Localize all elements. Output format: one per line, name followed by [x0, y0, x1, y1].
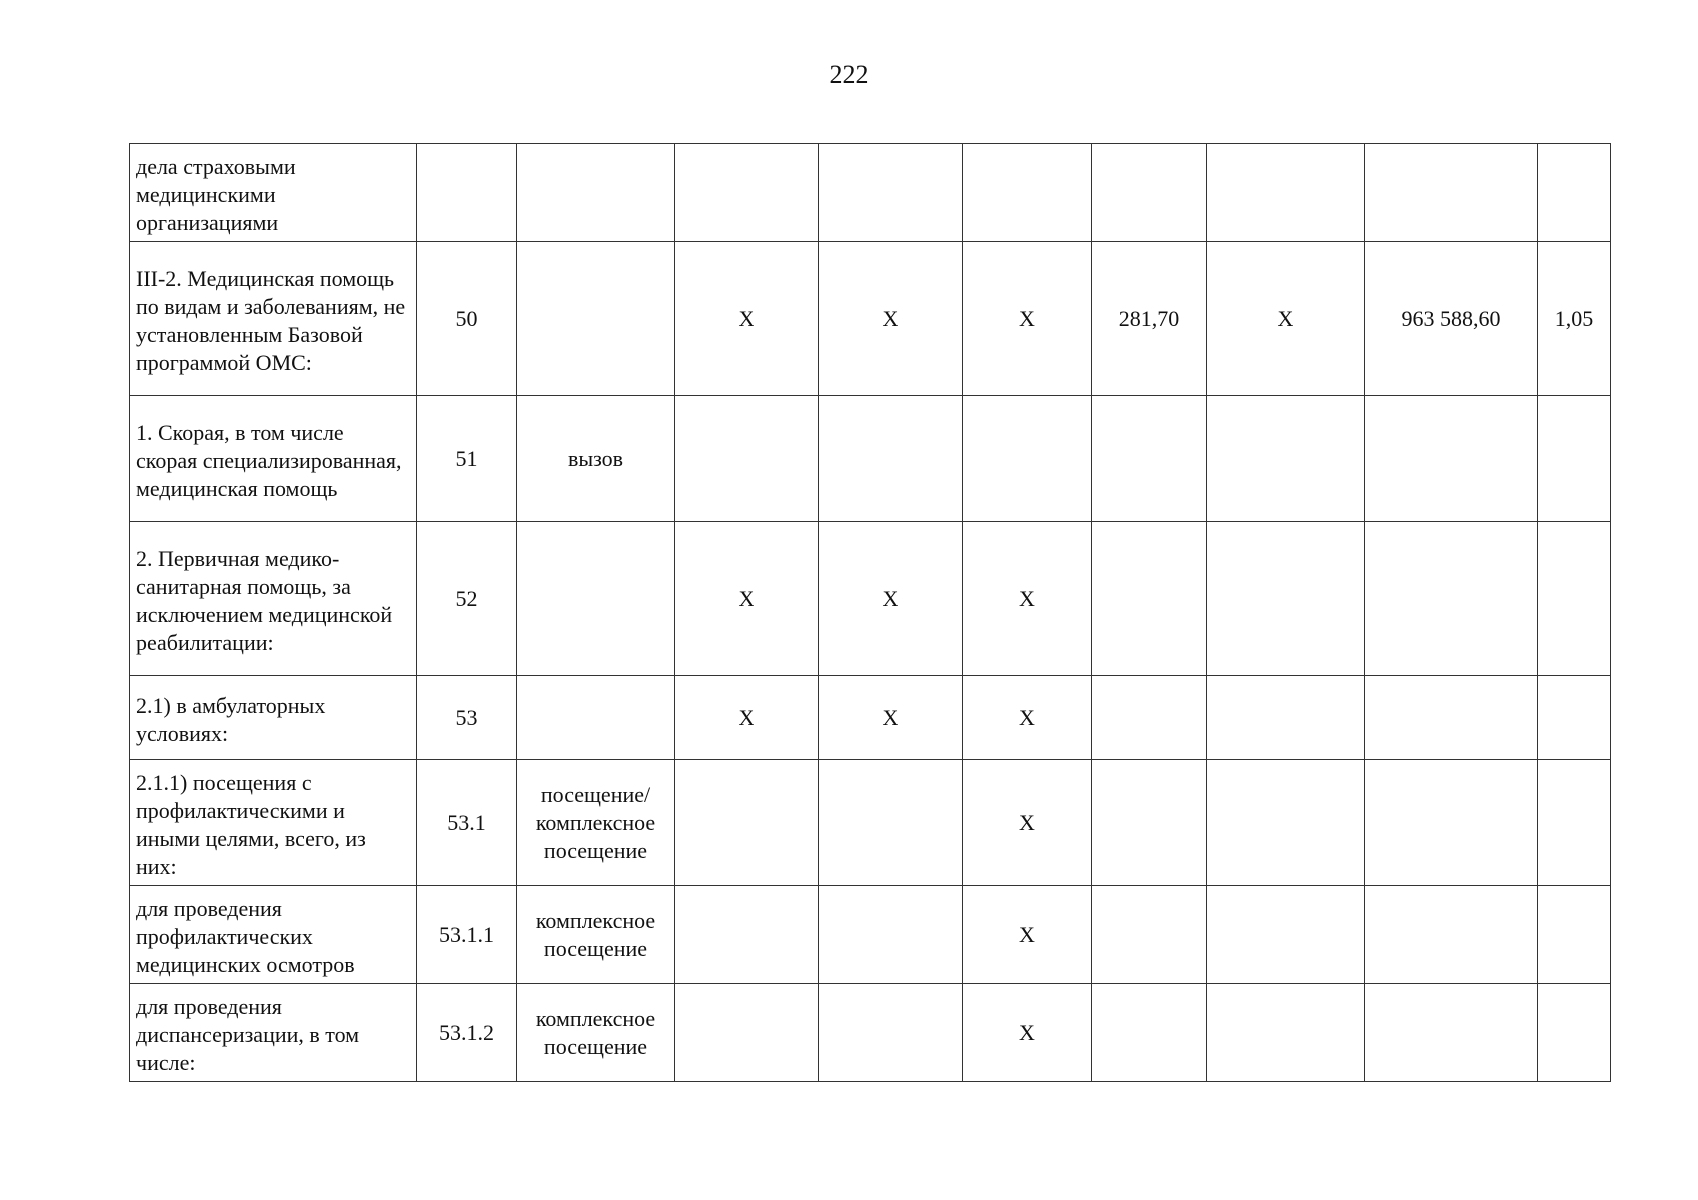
cell-c5: X [819, 522, 963, 676]
cell-unit: комплексное посещение [517, 886, 675, 984]
cell-c6: X [963, 984, 1092, 1082]
cell-c8 [1207, 396, 1365, 522]
cell-c6: X [963, 676, 1092, 760]
cell-c5 [819, 396, 963, 522]
cell-code: 53.1.1 [417, 886, 517, 984]
cell-c8 [1207, 676, 1365, 760]
page-number: 222 [829, 60, 869, 89]
table-row [130, 396, 1611, 522]
cell-c9 [1365, 522, 1538, 676]
table-row [130, 984, 1611, 1082]
cell-c9 [1365, 760, 1538, 886]
cell-unit [517, 144, 675, 242]
cell-c10 [1538, 886, 1611, 984]
cell-unit: комплексное посещение [517, 984, 675, 1082]
cell-c7 [1092, 522, 1207, 676]
cell-c4: X [675, 242, 819, 396]
cell-c6 [963, 396, 1092, 522]
cell-c8 [1207, 886, 1365, 984]
cell-c9 [1365, 144, 1538, 242]
cell-c5: X [819, 676, 963, 760]
cell-c8 [1207, 984, 1365, 1082]
table-row [130, 522, 1611, 676]
cell-name: 2. Первичная медико-санитарная помощь, за исключением медицинской реабилитации: [130, 522, 417, 676]
cell-c5 [819, 144, 963, 242]
table-row [130, 144, 1611, 242]
cell-c10 [1538, 676, 1611, 760]
cell-name: 2.1) в амбулаторных условиях: [130, 676, 417, 760]
cell-c6: X [963, 242, 1092, 396]
cell-c7 [1092, 676, 1207, 760]
cell-c4: X [675, 522, 819, 676]
cell-c9: 963 588,60 [1365, 242, 1538, 396]
cell-c4 [675, 396, 819, 522]
cell-unit [517, 242, 675, 396]
cell-c10 [1538, 396, 1611, 522]
cell-c5 [819, 886, 963, 984]
cell-c8: X [1207, 242, 1365, 396]
cell-c5: X [819, 242, 963, 396]
cell-c7 [1092, 886, 1207, 984]
cell-c9 [1365, 396, 1538, 522]
cell-c5 [819, 984, 963, 1082]
cell-c8 [1207, 760, 1365, 886]
cell-c4 [675, 760, 819, 886]
cell-c4 [675, 144, 819, 242]
cell-c7 [1092, 984, 1207, 1082]
table-row [130, 242, 1611, 396]
cell-c7: 281,70 [1092, 242, 1207, 396]
cell-c6: X [963, 522, 1092, 676]
cell-unit: посещение/ комплексное посещение [517, 760, 675, 886]
cell-c4: X [675, 676, 819, 760]
cell-c7 [1092, 760, 1207, 886]
cell-c4 [675, 886, 819, 984]
cell-c9 [1365, 886, 1538, 984]
cell-name: дела страховыми медицинскими организациями [130, 144, 417, 242]
cell-code: 50 [417, 242, 517, 396]
data-table [129, 143, 1611, 1082]
cell-unit [517, 522, 675, 676]
cell-name: III-2. Медицинская помощь по видам и заболеваниям, не установленным Базовой программой ОМС: [130, 242, 417, 396]
cell-c10 [1538, 522, 1611, 676]
table-row [130, 760, 1611, 886]
cell-name: для проведения диспансеризации, в том числе: [130, 984, 417, 1082]
cell-code: 52 [417, 522, 517, 676]
cell-c10 [1538, 984, 1611, 1082]
cell-c8 [1207, 144, 1365, 242]
cell-c8 [1207, 522, 1365, 676]
cell-c9 [1365, 676, 1538, 760]
cell-code: 53.1.2 [417, 984, 517, 1082]
cell-c5 [819, 760, 963, 886]
cell-c7 [1092, 396, 1207, 522]
table-row [130, 676, 1611, 760]
cell-c10 [1538, 144, 1611, 242]
cell-c7 [1092, 144, 1207, 242]
cell-c6 [963, 144, 1092, 242]
cell-name: для проведения профилактических медицинских осмотров [130, 886, 417, 984]
cell-c9 [1365, 984, 1538, 1082]
cell-unit [517, 676, 675, 760]
cell-name: 2.1.1) посещения с профилактическими и иными целями, всего, из них: [130, 760, 417, 886]
cell-c10: 1,05 [1538, 242, 1611, 396]
cell-unit: вызов [517, 396, 675, 522]
cell-code: 53.1 [417, 760, 517, 886]
cell-code [417, 144, 517, 242]
cell-name: 1. Скорая, в том числе скорая специализированная, медицинская помощь [130, 396, 417, 522]
cell-code: 51 [417, 396, 517, 522]
cell-c4 [675, 984, 819, 1082]
table-row [130, 886, 1611, 984]
cell-c6: X [963, 760, 1092, 886]
cell-c6: X [963, 886, 1092, 984]
cell-c10 [1538, 760, 1611, 886]
cell-code: 53 [417, 676, 517, 760]
